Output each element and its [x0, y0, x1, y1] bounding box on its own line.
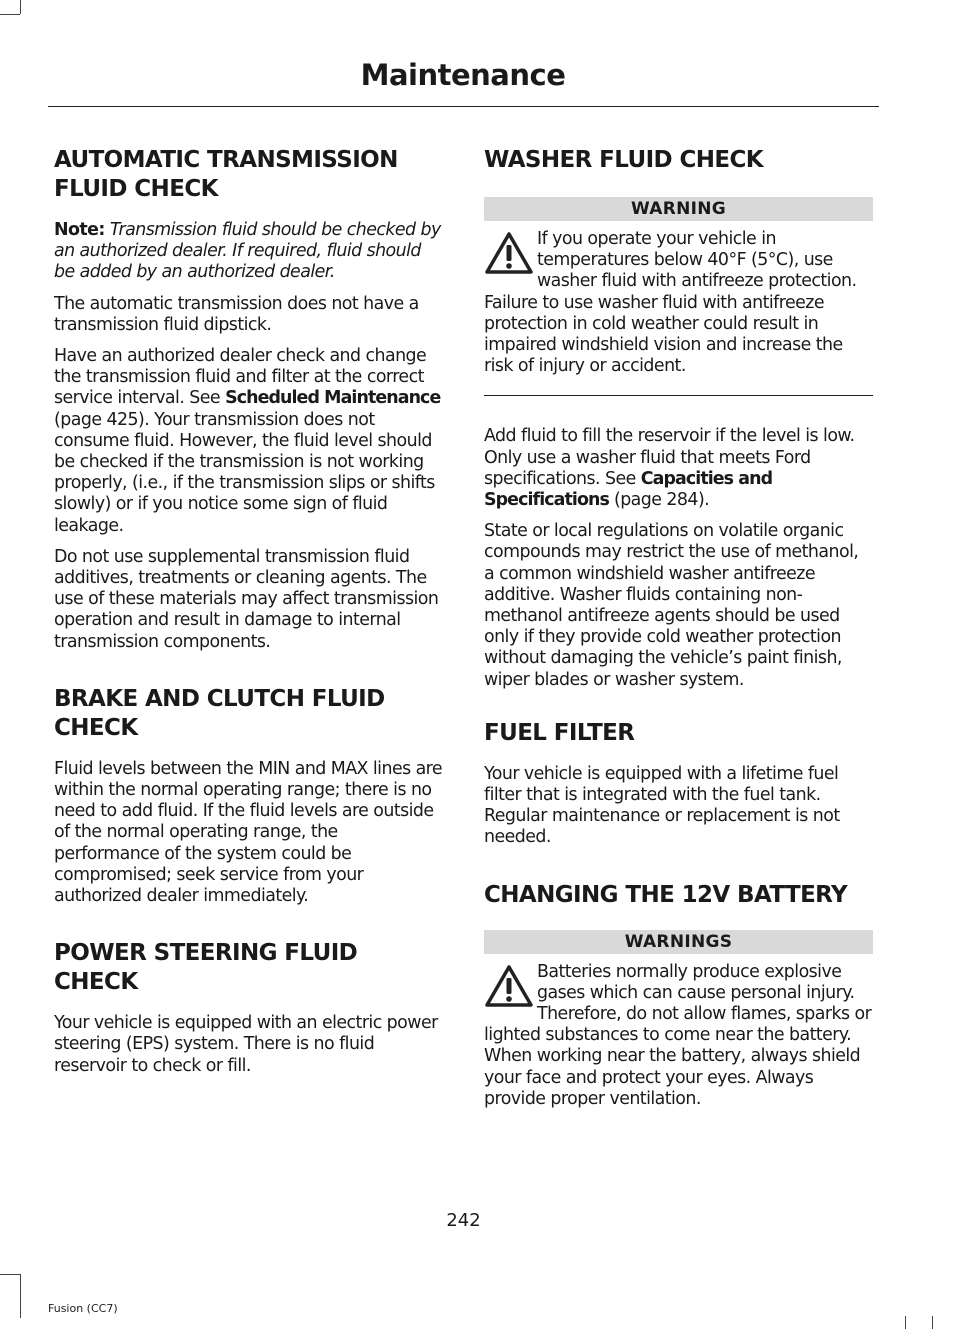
section-power-steering: [54, 939, 443, 1077]
warning-triangle-icon: [484, 231, 534, 277]
paragraph-text: (page 425). Your transmission does not consume fluid. However, the fluid level should be checked if the transmission is not working properly, (i.e., if the transmission slips or shifts slowly) or if you notice some sign of fluid leakage.: [54, 409, 435, 536]
paragraph: [484, 426, 873, 511]
paragraph-text: Have an authorized dealer check and change the transmission fluid and filter at the correct service interval. See: [54, 346, 427, 409]
footer-model-label: Fusion (CC7): [48, 1302, 118, 1315]
crop-mark: [20, 0, 21, 14]
paragraph-text: (page 284).: [613, 490, 710, 511]
note-text: Transmission fluid should be checked by an authorized dealer. If required, fluid should be added by an authorized dealer.: [54, 220, 441, 283]
section-fuel-filter: [484, 719, 873, 849]
cross-reference-link[interactable]: Scheduled Maintenance: [225, 388, 441, 409]
warning-block: [484, 962, 873, 1120]
warning-text: Batteries normally produce explosive gases which can cause personal injury. Therefore, do not allow flames, sparks or lighted substances to come near the battery. When working near the battery, always shield your face and protect your eyes. Always provide proper ventilation.: [484, 961, 872, 1109]
section-washer-fluid: [484, 146, 873, 691]
section-heading: AUTOMATIC TRANSMISSION FLUID CHECK: [54, 147, 398, 202]
section-heading: WASHER FLUID CHECK: [484, 147, 764, 173]
paragraph: State or local regulations on volatile organic compounds may restrict the use of methanol, a common windshield washer antifreeze additive. Washer fluids containing non-methanol antifreeze agents should be used only if they provide cold weather protection without damaging the vehicle’s paint finish, wiper blades or washer system.: [484, 521, 859, 690]
title-divider: [48, 106, 879, 107]
section-brake-clutch: [54, 685, 443, 907]
paragraph: [54, 346, 443, 537]
left-column: [54, 146, 443, 1109]
paragraph: Your vehicle is equipped with a lifetime fuel filter that is integrated with the fuel tank. Regular maintenance or replacement is not needed.: [484, 763, 840, 848]
section-heading: BRAKE AND CLUTCH FLUID CHECK: [54, 685, 385, 741]
crop-mark: [20, 1274, 21, 1318]
warning-block: [484, 229, 873, 387]
warning-text: If you operate your vehicle in temperatures below 40°F (5°C), use washer fluid with antifreeze protection. Failure to use washer fluid with antifreeze protection in cold weather could result in impaired windshield vision and increase the risk of injury or accident.: [484, 229, 857, 377]
warning-banner: WARNING: [484, 197, 873, 221]
right-column: [484, 146, 873, 1120]
page-number: 242: [446, 1210, 481, 1231]
section-heading: POWER STEERING FLUID CHECK: [54, 940, 358, 996]
paragraph: Your vehicle is equipped with an electric power steering (EPS) system. There is no fluid reservoir to check or fill.: [54, 1013, 438, 1076]
crop-mark: [905, 1316, 906, 1329]
paragraph: Do not use supplemental transmission fluid additives, treatments or cleaning agents. The use of these materials may affect transmission operation and result in damage to internal transmission components.: [54, 546, 439, 652]
warning-triangle-icon: [484, 964, 534, 1010]
crop-mark: [932, 1316, 933, 1329]
section-automatic-transmission: [54, 146, 443, 653]
section-heading: FUEL FILTER: [484, 719, 635, 746]
warning-banner: WARNINGS: [484, 930, 873, 954]
note-paragraph: [54, 220, 443, 284]
paragraph: Fluid levels between the MIN and MAX lines are within the normal operating range; there is no need to add fluid. If the fluid levels are outside of the normal operating range, the performance of the system could be compromised; seek service from your authorized dealer immediately.: [54, 758, 443, 907]
paragraph: The automatic transmission does not have a transmission fluid dipstick.: [54, 293, 419, 335]
paragraph-text: Add fluid to fill the reservoir if the level is low. Only use a washer fluid that meets Ford specifications. See: [484, 426, 855, 489]
note-label: Note:: [54, 220, 105, 240]
page-title: Maintenance: [360, 58, 566, 92]
crop-mark: [0, 1274, 20, 1275]
crop-mark: [0, 14, 20, 15]
warning-divider: [484, 395, 873, 396]
cross-reference-link[interactable]: Capacities and Specifications: [484, 468, 773, 511]
section-12v-battery: [484, 881, 873, 1120]
section-heading: CHANGING THE 12V BATTERY: [484, 881, 848, 908]
